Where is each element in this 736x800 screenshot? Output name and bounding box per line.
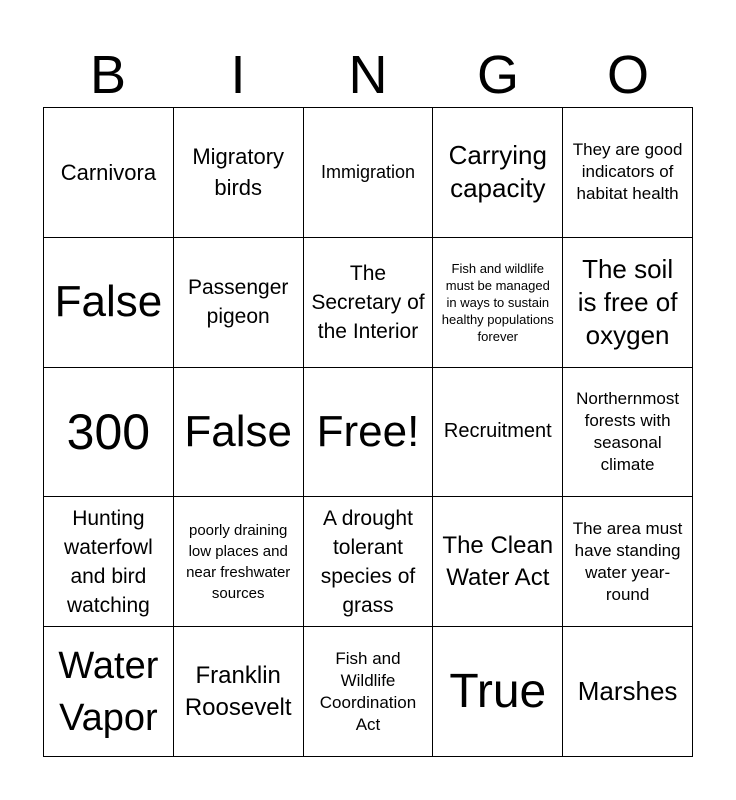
bingo-card-grid	[43, 107, 693, 757]
bingo-cell[interactable]	[304, 497, 434, 627]
cell-text: The area must have standing water year-round	[572, 518, 683, 604]
bingo-cell[interactable]	[44, 497, 174, 627]
bingo-cell[interactable]	[44, 368, 174, 498]
cell-text: Free!	[316, 406, 420, 456]
cell-text: Recruitment	[443, 420, 552, 443]
cell-text: The Secretary of the Interior	[311, 261, 425, 343]
bingo-cell[interactable]	[433, 497, 563, 627]
bingo-cell[interactable]	[174, 627, 304, 757]
bingo-header	[43, 46, 693, 104]
cell-text: True	[449, 664, 547, 718]
cell-text: Migratory birds	[192, 144, 285, 201]
header-letter-i: I	[230, 45, 246, 105]
cell-text: False	[184, 406, 292, 456]
cell-text: 300	[66, 403, 151, 460]
bingo-cell[interactable]	[563, 238, 693, 368]
bingo-cell[interactable]	[174, 368, 304, 498]
bingo-cell[interactable]	[563, 368, 693, 498]
cell-text: poorly draining low places and near freshwater sources	[186, 521, 291, 602]
cell-text: Carrying capacity	[448, 140, 547, 204]
cell-text: Marshes	[577, 676, 678, 707]
bingo-cell[interactable]	[174, 108, 304, 238]
bingo-cell[interactable]	[304, 368, 434, 498]
cell-text: Northernmost forests with seasonal climate	[576, 388, 680, 474]
cell-text: Immigration	[320, 161, 415, 182]
header-letter-g: G	[476, 45, 519, 105]
cell-text: False	[54, 277, 163, 327]
bingo-cell[interactable]	[563, 497, 693, 627]
bingo-cell[interactable]	[304, 627, 434, 757]
bingo-cell[interactable]	[44, 238, 174, 368]
cell-text: The Clean Water Act	[442, 531, 554, 591]
bingo-cell[interactable]	[433, 108, 563, 238]
cell-text: A drought tolerant species of grass	[320, 506, 416, 617]
bingo-cell[interactable]	[563, 108, 693, 238]
cell-text: Carnivora	[60, 159, 157, 185]
header-letter-n: N	[348, 45, 388, 105]
bingo-cell[interactable]	[433, 238, 563, 368]
cell-text: Hunting waterfowl and bird watching	[64, 506, 153, 617]
bingo-cell[interactable]	[563, 627, 693, 757]
bingo-cell[interactable]	[304, 238, 434, 368]
cell-text: Fish and Wildlife Coordination Act	[319, 648, 417, 734]
header-letter-o: O	[606, 45, 649, 105]
cell-text: Water Vapor	[58, 644, 159, 739]
cell-text: Fish and wildlife must be managed in ways to sustain healthy populations forever	[441, 260, 554, 344]
bingo-cell[interactable]	[44, 627, 174, 757]
bingo-cell[interactable]	[433, 627, 563, 757]
bingo-cell[interactable]	[304, 108, 434, 238]
header-letter-b: B	[89, 45, 127, 105]
cell-text: Franklin Roosevelt	[184, 661, 292, 721]
bingo-cell[interactable]	[433, 368, 563, 498]
bingo-cell[interactable]	[174, 497, 304, 627]
bingo-cell[interactable]	[44, 108, 174, 238]
cell-text: They are good indicators of habitat health	[572, 140, 683, 204]
cell-text: The soil is free of oxygen	[577, 253, 678, 350]
bingo-cell[interactable]	[174, 238, 304, 368]
cell-text: Passenger pigeon	[187, 276, 289, 329]
